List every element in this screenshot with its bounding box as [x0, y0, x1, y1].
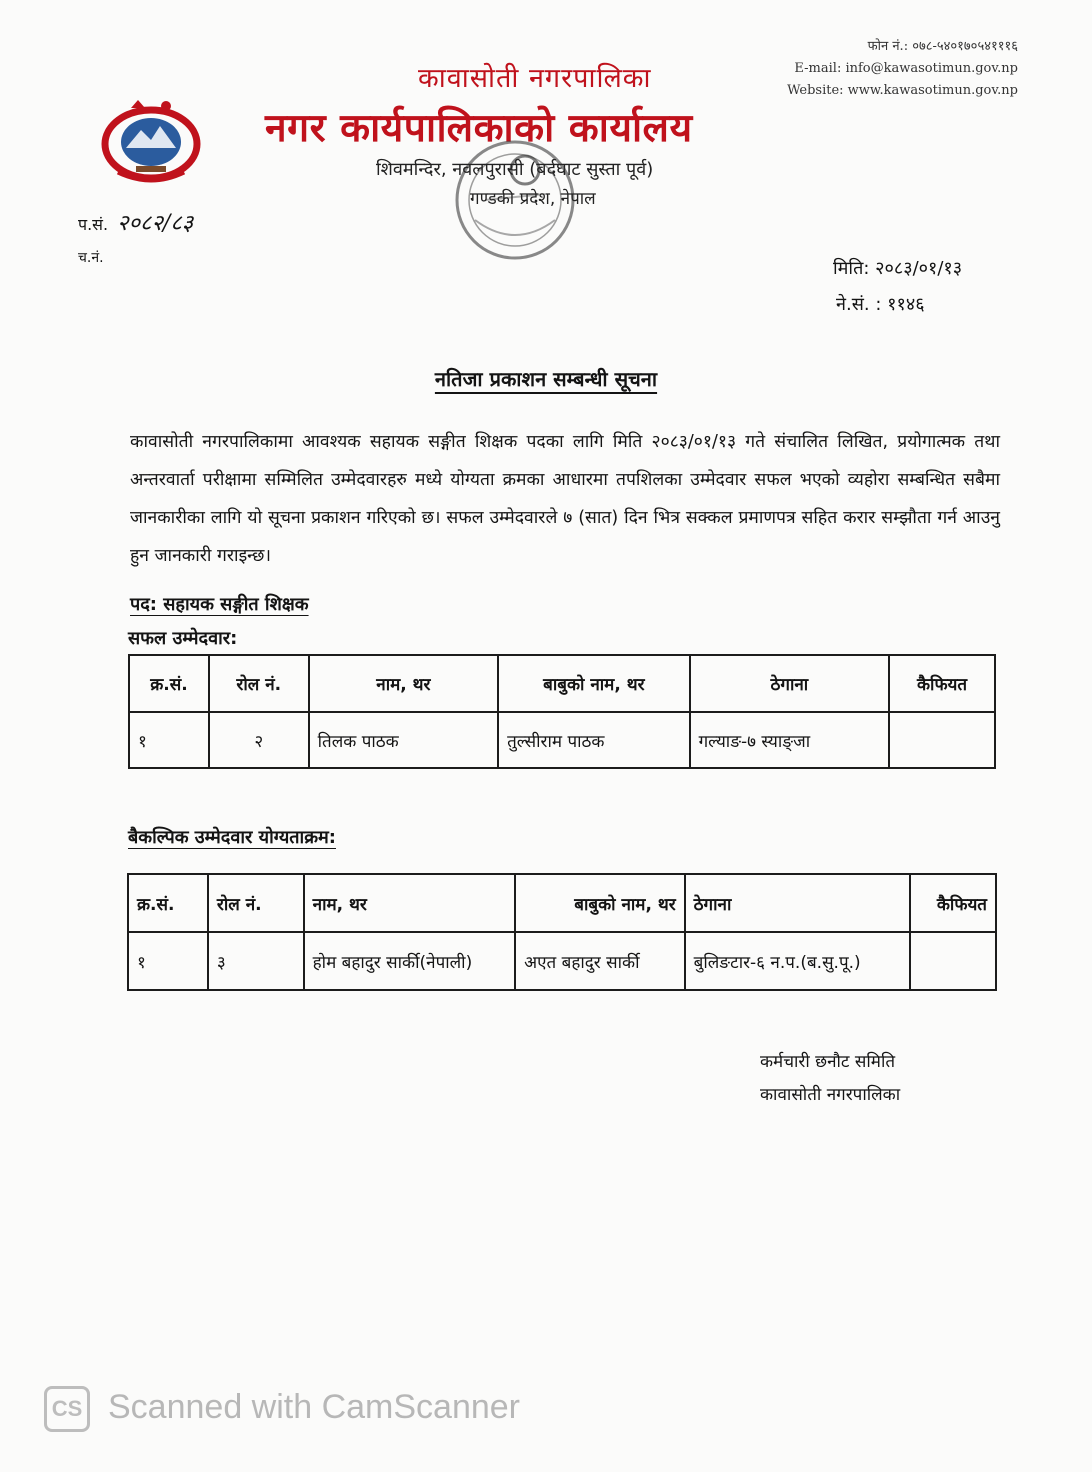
header-name: नाम, थर — [304, 874, 516, 932]
ref-ps-label: प.सं. — [78, 215, 109, 234]
address-line-1: शिवमन्दिर, नवलपुरासी (बर्दघाट सुस्ता पूर्व) — [376, 159, 654, 180]
ref-ps — [78, 207, 193, 237]
cell-address: गल्याङ-७ स्याङ्जा — [690, 712, 890, 768]
cell-remarks — [910, 932, 996, 990]
success-label: सफल उम्मेदवार: — [128, 628, 238, 649]
cell-roll: ३ — [208, 932, 304, 990]
website-url: Website: www.kawasotimun.gov.np — [787, 83, 1018, 98]
cell-name: होम बहादुर सार्की(नेपाली) — [304, 932, 516, 990]
header-address: ठेगाना — [690, 655, 890, 712]
cell-remarks — [889, 712, 995, 768]
table-row — [129, 712, 995, 768]
header-roll: रोल नं. — [209, 655, 309, 712]
alternate-candidates-table — [127, 873, 997, 991]
office-title: नगर कार्यपालिकाको कार्यालय — [265, 106, 693, 151]
table-header-row — [129, 655, 995, 712]
cell-roll: २ — [209, 712, 309, 768]
successful-candidates-table — [128, 654, 996, 769]
header-remarks: कैफियत — [889, 655, 995, 712]
header-address: ठेगाना — [685, 874, 910, 932]
signature-committee: कर्मचारी छनौट समिति — [760, 1052, 896, 1072]
address-line-2: गण्डकी प्रदेश, नेपाल — [470, 189, 596, 209]
nepal-sambat-date: ने.सं. : ११४६ — [836, 294, 925, 315]
date: मिति: २०८३/०१/१३ — [833, 258, 963, 279]
email-address: E-mail: info@kawasotimun.gov.np — [794, 61, 1018, 76]
header-father-name: बाबुको नाम, थर — [498, 655, 690, 712]
phone-number: फोन नं.: ०७८-५४०१७०५४१११६ — [867, 39, 1018, 54]
table-row — [128, 932, 996, 990]
notice-title-text: नतिजा प्रकाशन सम्बन्धी सूचना — [434, 367, 658, 391]
contact-block — [787, 36, 1018, 102]
header-name: नाम, थर — [309, 655, 498, 712]
camscanner-logo-icon: CS — [44, 1386, 90, 1432]
notice-body: कावासोती नगरपालिकामा आवश्यक सहायक सङ्गीत शिक्षक पदका लागि मिति २०८३/०१/१३ गते संचालित लिखित, प्रयोगात्मक तथा अन्तरवार्ता परीक्षामा सम्मिलित उम्मेदवारहरु मध्ये योग्यता क्रमका आधारमा तपशिलका उम्मेदवार सफल भएको व्यहोरा सम्बन्धित सबैमा जानकारीका लागि यो सूचना प्रकाशन गरिएको छ। सफल उम्मेदवारले ७ (सात) दिन भित्र सक्कल प्रमाणपत्र सहित करार सम्झौता गर्न आउनु हुन जानकारी गराइन्छ। — [130, 432, 1000, 566]
header-roll: रोल नं. — [208, 874, 304, 932]
nepal-emblem-icon — [96, 96, 206, 186]
header-sn: क्र.सं. — [129, 655, 209, 712]
signature-municipality: कावासोती नगरपालिका — [760, 1085, 901, 1105]
cell-address: बुलिङटार-६ न.प.(ब.सु.पू.) — [685, 932, 910, 990]
office-seal-icon — [445, 130, 585, 280]
ref-chn-label: च.नं. — [78, 250, 104, 266]
cell-father-name: तुल्सीराम पाठक — [498, 712, 690, 768]
watermark-text: Scanned with CamScanner — [108, 1388, 521, 1426]
alternate-candidates-label: बैकल्पिक उम्मेदवार योग्यताक्रम: — [128, 827, 336, 848]
post-label: पद: सहायक सङ्गीत शिक्षक — [130, 594, 309, 615]
header-sn: क्र.सं. — [128, 874, 208, 932]
municipality-name: कावासोती नगरपालिका — [418, 63, 652, 94]
cell-sn: १ — [128, 932, 208, 990]
signature-block — [760, 1046, 900, 1112]
notice-title — [0, 365, 1092, 392]
ref-ps-value: २०८२/८३ — [117, 211, 194, 236]
cell-father-name: अएत बहादुर सार्की — [515, 932, 685, 990]
header-father-name: बाबुको नाम, थर — [515, 874, 685, 932]
header-remarks: कैफियत — [910, 874, 996, 932]
cell-sn: १ — [129, 712, 209, 768]
table-header-row — [128, 874, 996, 932]
cell-name: तिलक पाठक — [309, 712, 498, 768]
